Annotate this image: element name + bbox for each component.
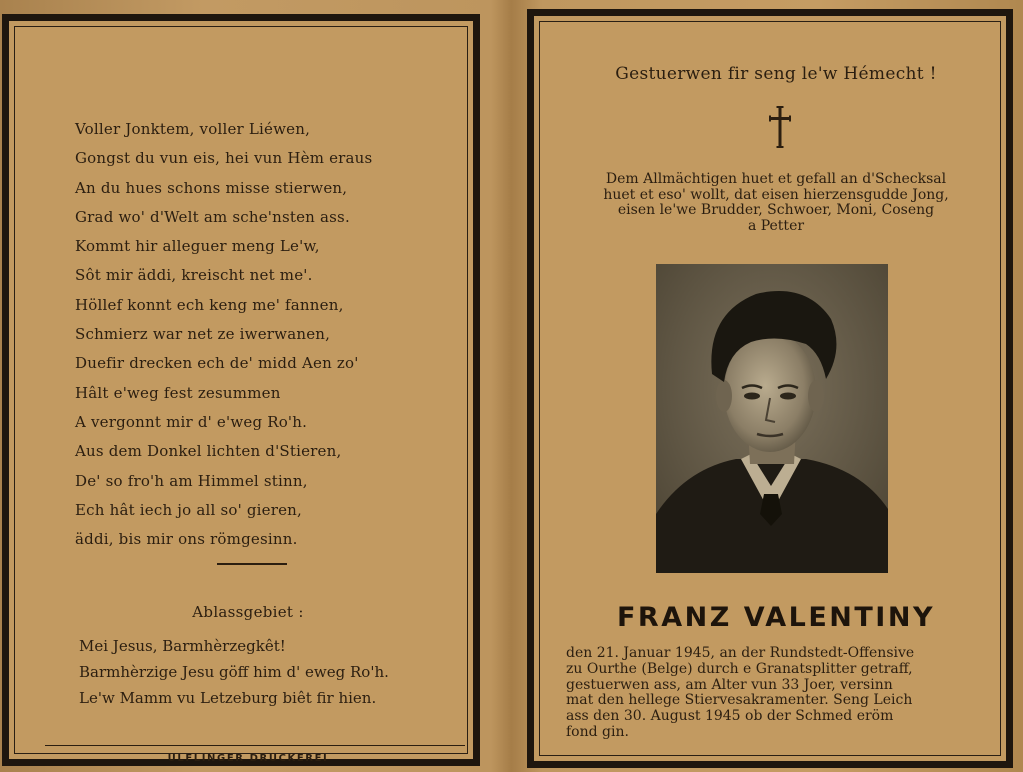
intro-line: Dem Allmächtigen huet et gefall an d'Schecksal (605, 171, 947, 187)
poem-line: Aus dem Donkel lichten d'Stieren, (75, 442, 342, 461)
poem-line: Hâlt e'weg fest zesummen (75, 383, 281, 402)
poem-line: Voller Jonktem, voller Liéwen, (75, 120, 311, 138)
footer-divider (45, 745, 465, 746)
intro-line: eisen le'we Brudder, Schwoer, Moni, Coseng (617, 202, 935, 218)
section-divider (217, 563, 287, 565)
prayer-line: Le'w Mamm vu Letzeburg biêt fir hien. (79, 689, 377, 707)
death-notice-line: ass den 30. August 1945 ob der Schmed eröm (566, 708, 894, 725)
poem-line: Ech hât iech jo all so' gieren, (75, 500, 303, 519)
deceased-portrait-photo (656, 264, 888, 573)
memorial-headline: Gestuerwen fir seng le'w Hémecht ! (615, 64, 937, 84)
death-notice-line: gestuerwen ass, am Alter vun 33 Joer, versinn (566, 676, 893, 693)
poem-line: Gongst du vun eis, hei vun Hèm eraus (75, 149, 373, 168)
death-notice-text (566, 646, 990, 741)
poem-line: De' so fro'h am Himmel stinn, (75, 471, 308, 490)
poem-line: Grad wo' d'Welt am sche'nsten ass. (75, 207, 350, 226)
intro-line: a Petter (747, 217, 805, 234)
poem-line: Schmierz war net ze iwerwanen, (75, 325, 331, 344)
prayer-list (79, 633, 469, 711)
right-page-inner-frame (539, 21, 1001, 756)
printer-credit: ULFLINGER DRUCKEREI (167, 753, 329, 764)
latin-cross-icon (768, 106, 792, 148)
poem-line: Sôt mir äddi, kreischt net me'. (75, 266, 313, 285)
deceased-name: FRANZ VALENTINY (616, 602, 936, 633)
memorial-poem (75, 115, 455, 554)
death-notice-line: fond gin. (566, 723, 629, 740)
left-memorial-page (2, 14, 480, 766)
death-notice-line: den 21. Januar 1945, an der Rundstedt-Offensive (566, 645, 915, 661)
poem-line: Kommt hir alleguer meng Le'w, (75, 237, 320, 256)
death-notice-line: zu Ourthe (Belge) durch e Granatsplitter getraff, (566, 660, 913, 677)
poem-line: Höllef konnt ech keng me' fannen, (75, 295, 344, 314)
right-memorial-page (527, 9, 1013, 768)
poem-line: Duefir drecken ech de' midd Aen zo' (75, 354, 359, 373)
poem-line: A vergonnt mir d' e'weg Ro'h. (75, 412, 308, 431)
poem-line: An du hues schons misse stierwen, (75, 178, 348, 197)
indulgence-heading: Ablassgebiet : (192, 603, 304, 621)
prayer-line: Mei Jesus, Barmhèrzegkêt! (79, 637, 286, 655)
poem-line: äddi, bis mir ons römgesinn. (75, 530, 298, 549)
death-notice-line: mat den hellege Stiervesakramenter. Seng Leich (566, 692, 913, 709)
memorial-intro (562, 172, 990, 234)
prayer-line: Barmhèrzige Jesu göff him d' eweg Ro'h. (79, 663, 389, 681)
intro-line: huet et eso' wollt, dat eisen hierzensgudde Jong, (603, 186, 949, 203)
left-page-inner-frame (14, 26, 468, 764)
